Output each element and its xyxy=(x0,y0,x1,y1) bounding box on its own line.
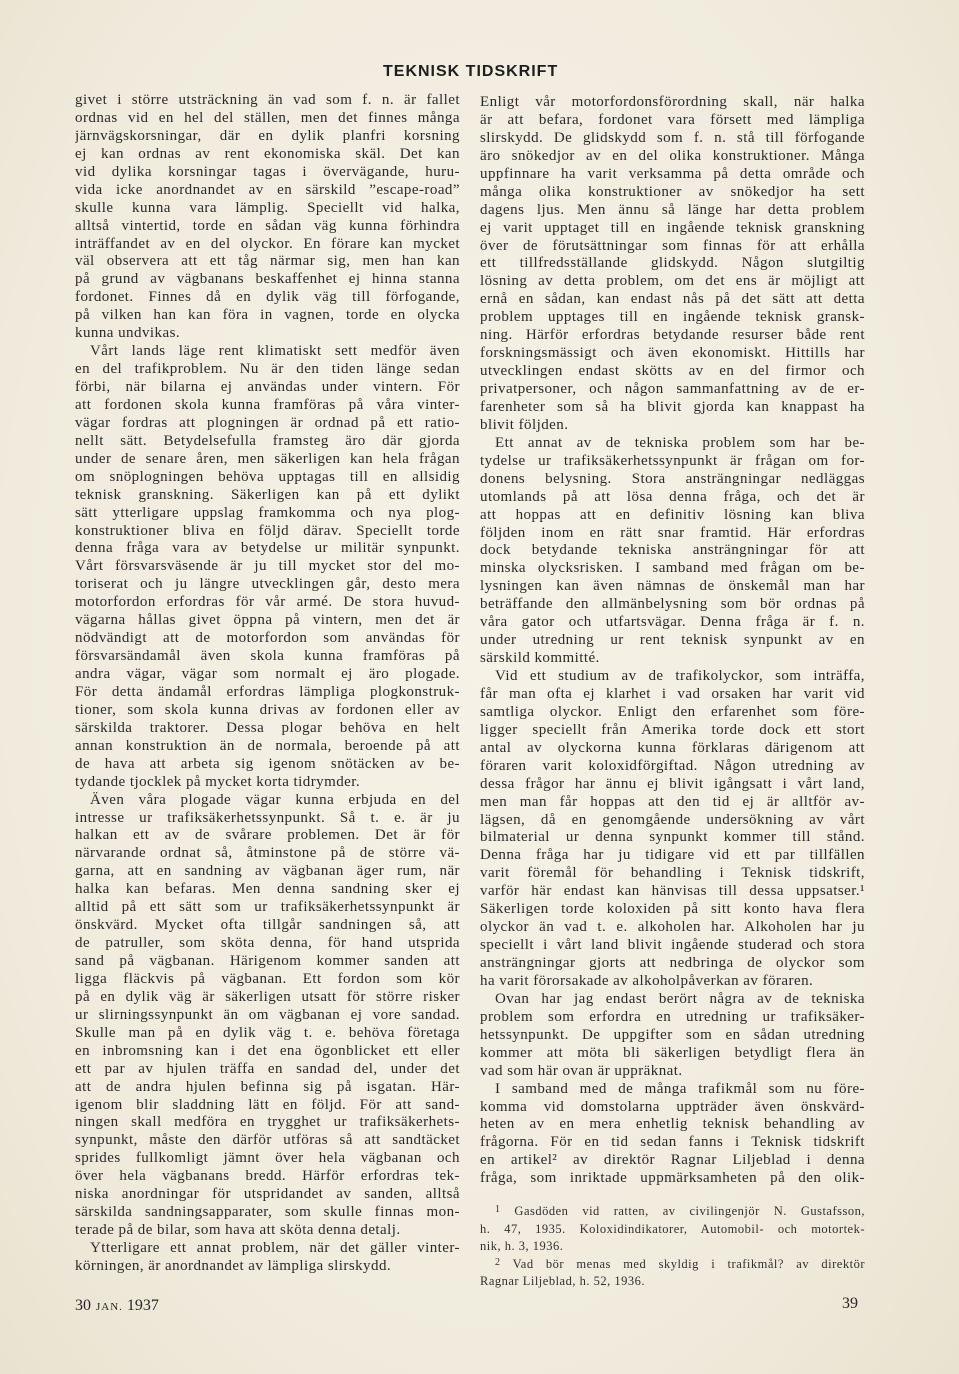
right-text-column xyxy=(480,94,865,1188)
paragraph xyxy=(480,94,865,435)
text-line: inträffandet av en del olyckor. En förare kan mycket xyxy=(75,235,460,252)
text-line: ett par av hjulen träffa en sandad del, under det xyxy=(75,1060,460,1077)
footnote-text: nik, h. 3, 1936. xyxy=(480,1239,564,1253)
text-line: kommer att möta bli säkerligen betydligt flera än xyxy=(480,1044,865,1061)
text-line: varit föremål för behandling i Teknisk tidskrift, xyxy=(480,865,865,882)
text-line: Enligt vår motorfordonsförordning skall, när halka xyxy=(480,94,865,110)
text-line: närvarande ordnat så, åtminstone på de större vä- xyxy=(75,845,460,862)
footnotes xyxy=(480,1203,865,1291)
text-line: nellt sätt. Betydelsefulla framsteg äro där gjorda xyxy=(75,432,460,449)
text-line: annan konstruktion än de normala, beroende på att xyxy=(75,737,460,754)
text-line: intresse ur trafiksäkerhetssynpunkt. Så t. e. är ju xyxy=(75,809,460,826)
issue-year: 1937 xyxy=(126,1297,159,1314)
text-line: väl observera att ett tåg närmar sig, men han kan xyxy=(75,253,460,270)
text-line: ej varit upptaget till en ingående teknisk granskning xyxy=(480,219,865,236)
text-line: fråga, som inriktade uppmärksamheten på den olik- xyxy=(480,1170,865,1187)
paragraph xyxy=(480,435,865,668)
text-line: andra vägar, vägar som normalt ej äro plogade. xyxy=(75,666,460,682)
text-line: Ett annat av de tekniska problem som har be- xyxy=(495,434,865,451)
text-line: bilmaterial ur denna synpunkt kommer till stånd. xyxy=(480,829,865,846)
text-line: på vilken han kan föra in vagnen, torde en olycka xyxy=(75,307,460,324)
text-line: under de senare åren, men säkerligen kan hela frågan xyxy=(75,450,460,467)
footnote-line xyxy=(480,1221,865,1239)
text-line: Även våra plogade vägar kunna erbjuda en del xyxy=(90,791,460,808)
text-line: problem upptages till en ingående teknisk gransk- xyxy=(480,309,865,326)
text-line: olyckor än vad t. e. alkoholen har. Alkoholen har ju xyxy=(480,919,865,936)
text-line: på en dylik väg är säkerligen utsatt för större risker xyxy=(75,988,460,1005)
text-line: vad som här ovan är uppräknat. xyxy=(480,1062,683,1079)
text-line: beträffande den allmänbelysning som bör ordnas på xyxy=(480,596,865,613)
text-line: sprides fullkomligt jämnt över hela vägbanan och xyxy=(75,1150,460,1167)
text-line: föraren varit koloxidförgiftad. Någon utredning av xyxy=(480,757,865,774)
text-line: önskvärd. Mycket ofta tillgår sandningen så, att xyxy=(75,917,460,934)
issue-month: JAN. xyxy=(96,1301,123,1313)
text-line: givet i större utsträckning än vad som f. n. är fallet xyxy=(75,92,460,108)
text-line: våra gator och utfartsvägar. Denna fråga är f. n. xyxy=(480,614,865,631)
text-line: ur slirningssynpunkt än om vägbanan ej vore sandad. xyxy=(75,1006,460,1023)
text-line: toriserat och ju längre utvecklingen går, desto mera xyxy=(75,576,460,593)
text-line: sand på vägbanan. Härigenom kommer sanden att xyxy=(75,953,460,969)
text-line: vägarna hållas givet öppna på vintern, men det är xyxy=(75,612,460,629)
text-line: att fordonen skola kunna framföras på våra vinter- xyxy=(75,396,460,413)
text-line: vida icke anordnandet av en särskild ”escape-road” xyxy=(75,181,460,198)
text-line: ning. Härför erfordras betydande resurser både rent xyxy=(480,327,865,344)
text-line: förbi, när bilarna ej användas under vintern. För xyxy=(75,379,460,395)
issue-date xyxy=(75,1296,159,1316)
text-line: alltså vintertid, torde en sådan väg kunna förhindra xyxy=(75,217,460,234)
text-line: skulle kunna vara lämplig. Speciellt vid halka, xyxy=(75,199,460,216)
text-line: teknisk granskning. Säkerligen kan på ett dylikt xyxy=(75,486,460,503)
text-line: ha varit förorsakade av alkoholpåverkan av föraren. xyxy=(480,972,814,989)
footnote-line xyxy=(480,1273,865,1291)
text-line: en inbromsning kan i det ena ögonblicket ett eller xyxy=(75,1042,460,1059)
text-line: ett tillfredsställande glidskydd. Någon slutgiltig xyxy=(480,255,865,272)
footnote-marker: 2 xyxy=(495,1256,501,1268)
text-line: komma vid domstolarna uppträder även önskvärd- xyxy=(480,1098,865,1115)
text-line: hetssynpunkt. De uppgifter som en sådan utredning xyxy=(480,1026,865,1043)
footnote-text: Vad bör menas med skyldig i trafikmål? av direktör xyxy=(512,1256,865,1271)
text-line: många olika konstruktioner av snökedjor ha sett xyxy=(480,183,865,200)
paragraph xyxy=(75,792,460,1240)
text-line: kunna undvikas. xyxy=(75,325,181,342)
text-line: speciellt i vårt land blivit ingående studerad och stora xyxy=(480,937,865,954)
text-line: de patruller, som sköta denna, för hand utsprida xyxy=(75,935,460,952)
text-line: privatpersoner, och någon sammanfattning av de er- xyxy=(480,381,865,397)
text-line: lysningen kan även nämnas de önskemål man har xyxy=(480,578,865,595)
paragraph xyxy=(75,92,460,343)
text-line: över hela vägbanans bredd. Härför erfordras tek- xyxy=(75,1168,460,1185)
text-line: körningen, är anordnandet av lämpliga slirskydd. xyxy=(75,1257,392,1274)
text-line: konstruktioner bliva en följd därav. Speciellt torde xyxy=(75,522,460,539)
footnote-text: Gasdöden vid ratten, av civilingenjör N. Gustafsson, xyxy=(514,1204,865,1218)
text-line: sätt ytterligare uppslag framkomma och nya plog- xyxy=(75,504,460,521)
text-line: ningen skall medföra en trygghet ur trafiksäkerhets- xyxy=(75,1114,460,1131)
text-line: dagens ljus. Men ännu så länge har detta problem xyxy=(480,201,865,218)
footnote-line xyxy=(480,1238,865,1256)
text-line: Ytterligare ett annat problem, när det gäller vinter- xyxy=(90,1240,460,1256)
text-line: följden inom en rätt snar framtid. Här erfordras xyxy=(480,524,865,541)
text-line: forskningsmässigt och även ekonomiskt. Hittills har xyxy=(480,345,865,362)
text-line: För detta ändamål erfordras lämpliga plogkonstruk- xyxy=(75,683,460,700)
text-line: järnvägskorsningar, där en dylik planfri korsning xyxy=(75,127,460,144)
text-line: fordonet. Finnes då en dylik väg till förfogande, xyxy=(75,289,460,306)
text-line: över de förutsättningar som finnas för att erhålla xyxy=(480,237,865,254)
text-line: Ovan har jag endast berört några av de tekniska xyxy=(495,990,865,1007)
text-line: halka kan befaras. Men denna sandning sker ej xyxy=(75,881,460,898)
text-line: försvarsändamål även skola kunna framföras på xyxy=(75,648,460,665)
text-line: utvecklingen endast skötts av en del firmor och xyxy=(480,363,865,380)
text-line: terade på de bilar, som hava att sköta denna detalj. xyxy=(75,1222,401,1239)
text-line: slirskydd. De glidskydd som f. n. stå till förfogande xyxy=(480,129,865,146)
text-line: minska olycksrisken. I samband med frågan om be- xyxy=(480,560,865,577)
text-line: denna fråga vara av betydelse ur militär synpunkt. xyxy=(75,540,460,557)
text-line: Denna fråga har ju tidigare vid ett par tillfällen xyxy=(480,847,865,864)
text-line: särskilda sandningsapparater, som skulle finnas mon- xyxy=(75,1204,460,1221)
text-line: uppfinnare ha varit verksamma på detta område och xyxy=(480,165,865,182)
text-line: heten av en mera enhetlig teknisk behandling av xyxy=(480,1116,865,1133)
text-line: motorfordon erfordras för vår armé. De stora huvud- xyxy=(75,594,460,611)
text-line: ligga fläckvis på vägbanan. Ett fordon som kör xyxy=(75,970,460,987)
text-line: dock betydande tekniska ansträngningar för att xyxy=(480,542,865,559)
text-line: äro snökedjor av en del olika konstruktioner. Många xyxy=(480,147,865,164)
text-line: frågorna. För en tid sedan fanns i Teknisk tidskrift xyxy=(480,1134,865,1151)
text-line: igenom blir sladdning lätt en följd. För att sand- xyxy=(75,1096,460,1113)
paragraph xyxy=(480,991,865,1081)
text-line: utomlands på att lösa denna fråga, och det är xyxy=(480,488,865,505)
text-line: halkan ett av de svårare problemen. Det är för xyxy=(75,827,460,844)
text-line: garna, att en sandning av vägbanan äger rum, när xyxy=(75,863,460,880)
text-line: blivit följden. xyxy=(480,416,569,433)
text-line: är att befara, fordonet vara försett med lämpliga xyxy=(480,111,865,128)
text-line: vid dylika korsningar tagas i övervägande, huru- xyxy=(75,163,460,180)
text-line: särskilda traktorer. Dessa plogar behöva en helt xyxy=(75,719,460,736)
footnote-text: h. 47, 1935. Koloxidindikatorer, Automobil- och motortek- xyxy=(480,1221,865,1236)
text-line: samtliga olyckor. Enligt den erfarenhet som före- xyxy=(480,703,865,720)
text-line: att de andra hjulen befinna sig på isgatan. Här- xyxy=(75,1078,460,1095)
running-head-title: TEKNISK TIDSKRIFT xyxy=(383,63,559,80)
left-text-column xyxy=(75,92,460,1276)
text-line: ej kan ordnas av rent ekonomiska skäl. Det kan xyxy=(75,145,460,162)
text-line: de hava att arbeta sig igenom snötäcken av be- xyxy=(75,755,460,772)
footnote-line xyxy=(480,1203,865,1221)
text-line: Skulle man på en dylik väg t. e. behöva företaga xyxy=(75,1024,460,1041)
text-line: att hoppas att en definitiv lösning kan bliva xyxy=(480,506,865,523)
footnote-line xyxy=(480,1256,865,1274)
text-line: Vid ett studium av de trafikolyckor, som inträffa, xyxy=(495,668,865,684)
text-line: Vårt lands läge rent klimatiskt sett medför även xyxy=(90,343,460,360)
text-line: får man ofta ej klarhet i vad orsaken har varit vid xyxy=(480,685,865,702)
text-line: lägsen, då en genomgående undersökning av vårt xyxy=(480,811,865,828)
text-line: särskild kommitté. xyxy=(480,650,600,667)
text-line: vägar fordras att plogningen är ordnad på ett ratio- xyxy=(75,414,460,431)
text-line: en del trafikproblem. Nu är den tiden länge sedan xyxy=(75,361,460,378)
text-line: ordnas vid en hel del ställen, men det finnes många xyxy=(75,109,460,126)
paragraph xyxy=(75,343,460,791)
text-line: antal av olyckorna kunna förklaras därigenom att xyxy=(480,739,865,756)
text-line: problem som erfordra en utredning ur trafiksäker- xyxy=(480,1008,865,1025)
text-line: donens belysning. Stora ansträngningar nedläggas xyxy=(480,470,865,487)
text-line: alltid på ett sätt som ur trafiksäkerhetssynpunkt är xyxy=(75,899,460,916)
footnote-text: Ragnar Liljeblad, h. 52, 1936. xyxy=(480,1274,645,1288)
issue-day: 30 xyxy=(75,1297,91,1314)
text-line: tydelse ur trafiksäkerhetssynpunkt är frågan om for- xyxy=(480,452,865,469)
text-line: dessa frågor har ännu ej blivit igångsatt i vårt land, xyxy=(480,775,865,792)
footnote xyxy=(480,1256,865,1291)
paragraph xyxy=(480,1081,865,1189)
text-line: farenheter som så ha blivit gjorda kan knappast ha xyxy=(480,398,865,415)
text-line: ligger speciellt från Amerika torde dock ett stort xyxy=(480,721,865,738)
text-line: tydande tjocklek på mycket korta tidrymder. xyxy=(75,773,361,790)
text-line: Säkerligen torde koloxiden på sitt konto hava flera xyxy=(480,901,865,918)
footnote-marker: 1 xyxy=(495,1204,501,1215)
paragraph xyxy=(75,1240,460,1276)
footnote xyxy=(480,1203,865,1256)
text-line: nödvändigt att de motorfordon som användas för xyxy=(75,630,460,647)
text-line: tioner, som skola kunna drivas av fordonen eller av xyxy=(75,701,460,718)
text-line: Vårt försvarsväsende är ju till mycket stor del mo- xyxy=(75,558,460,575)
text-line: I samband med de många trafikmål som nu före- xyxy=(495,1080,865,1097)
text-line: under utredning ur rent teknisk synpunkt av en xyxy=(480,632,865,649)
text-line: lösning av detta problem, om det ens är möjligt att xyxy=(480,273,865,290)
text-line: niska anordningar för utspridandet av sanden, alltså xyxy=(75,1186,460,1203)
text-line: synpunkt, måste den därför utföras så att sandtäcket xyxy=(75,1132,460,1149)
text-line: på grund av vägbanans beskaffenhet ej hinna stanna xyxy=(75,271,460,288)
page-number: 39 xyxy=(842,1295,858,1312)
text-line: ansträngningar gjorts att nedbringa de olyckor som xyxy=(480,955,865,971)
text-line: ernå en sådan, kan endast nås på det sätt att detta xyxy=(480,291,865,308)
text-line: om snöplogningen behöva upptagas till en allsidig xyxy=(75,468,460,485)
text-line: en artikel² av direktör Ragnar Liljeblad i denna xyxy=(480,1152,865,1169)
text-line: men man får hoppas att den tid ej är alltför av- xyxy=(480,793,865,810)
text-line: varför här endast kan hänvisas till dessa uppsatser.¹ xyxy=(480,883,865,900)
paragraph xyxy=(480,668,865,991)
